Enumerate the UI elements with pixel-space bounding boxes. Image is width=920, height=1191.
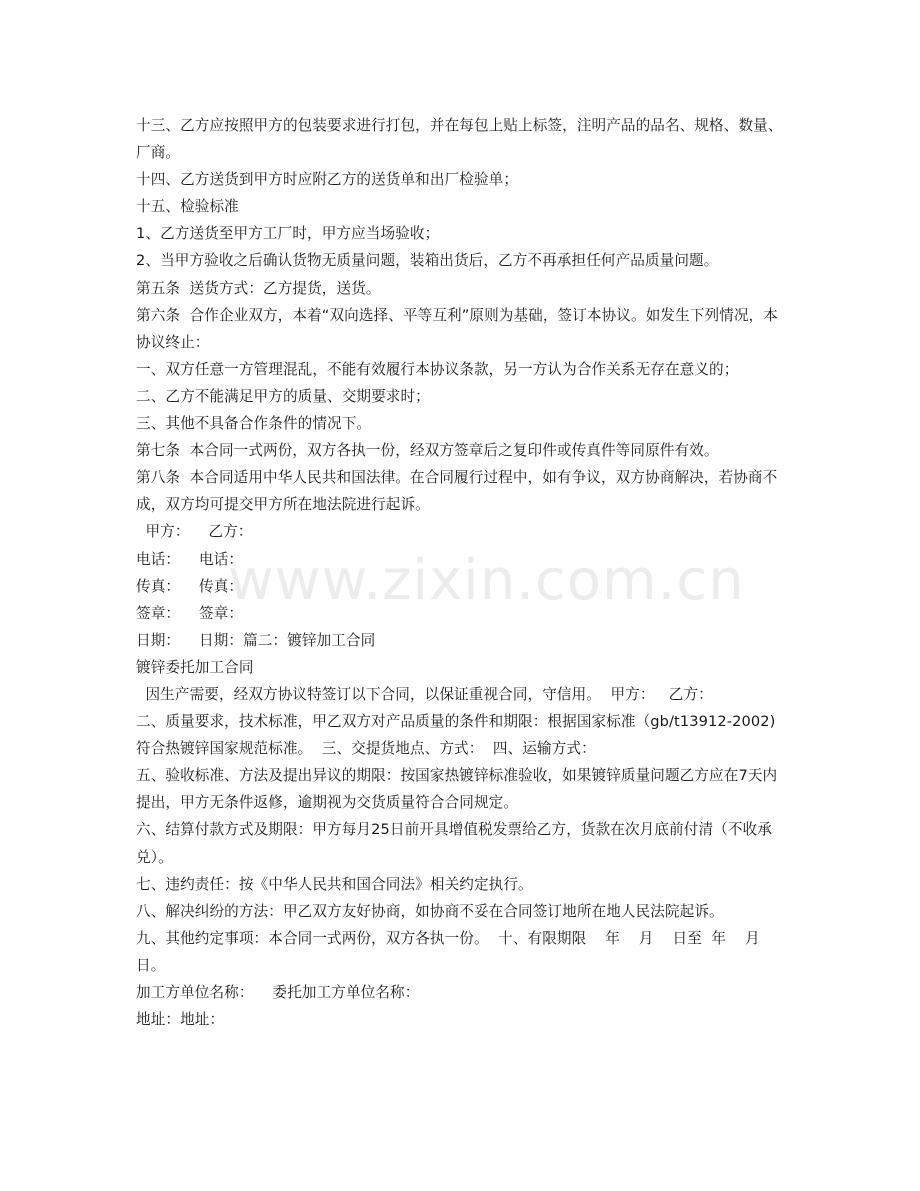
- contract-2-clause-8: 八、解决纠纷的方法：甲乙双方友好协商，如协商不妥在合同签订地所在地人民法院起诉。: [136, 902, 724, 920]
- clause-13: 十三、乙方应按照甲方的包装要求进行打包，并在每包上贴上标签，注明产品的品名、规格、数量、厂商。: [136, 117, 783, 162]
- contract-2-clause-5: 五、验收标准、方法及提出异议的期限：按国家热镀锌标准验收，如果镀锌质量问题乙方应在7天内提出，甲方无条件返修，逾期视为交货质量符合合同规定。: [136, 767, 778, 812]
- article-7: 第七条 本合同一式两份，双方各执一份，经双方签章后之复印件或传真件等同原件有效。: [136, 442, 719, 460]
- watermark: www.zixin.com.cn: [228, 548, 745, 613]
- contract-2-clause-6: 六、结算付款方式及期限：甲方每月25日前开具增值税发票给乙方，货款在次月底前付清（不收承兑）。: [136, 821, 772, 866]
- fax-line: 传真： 传真：: [136, 577, 244, 595]
- article-6-item-2: 二、乙方不能满足甲方的质量、交期要求时；: [136, 387, 430, 405]
- article-6-item-1: 一、双方任意一方管理混乱，不能有效履行本协议条款，另一方认为合作关系无存在意义的；: [136, 360, 739, 378]
- contract-body: [136, 112, 788, 1033]
- contract-2-clause-2: 二、质量要求，技术标准，甲乙双方对产品质量的条件和期限：根据国家标准（gb/t13912-2002)符合热镀锌国家规范标准。 三、交提货地点、方式： 四、运输方式：: [136, 713, 776, 758]
- clause-15-heading: 十五、检验标准: [136, 198, 239, 216]
- date-line: 日期： 日期：篇二：镀锌加工合同: [136, 631, 376, 649]
- article-6-item-3: 三、其他不具备合作条件的情况下。: [136, 415, 372, 433]
- article-6: 第六条 合作企业双方，本着“双向选择、平等互利”原则为基础，签订本协议。如发生下列情况，本协议终止：: [136, 306, 778, 351]
- contract-2-title: 镀锌委托加工合同: [136, 658, 254, 676]
- article-5: 第五条 送货方式：乙方提货，送货。: [136, 279, 381, 297]
- party-line: 甲方： 乙方：: [136, 523, 253, 541]
- address-line: 地址：地址：: [136, 1011, 225, 1029]
- signature-line: 签章： 签章：: [136, 604, 244, 622]
- clause-14: 十四、乙方送货到甲方时应附乙方的送货单和出厂检验单；: [136, 171, 519, 189]
- clause-15-item-2: 2、当甲方验收之后确认货物无质量问题，装箱出货后，乙方不再承担任何产品质量问题。: [136, 252, 719, 270]
- clause-15-item-1: 1、乙方送货至甲方工厂时，甲方应当场验收；: [136, 225, 440, 243]
- phone-line: 电话： 电话：: [136, 550, 244, 568]
- company-name-line: 加工方单位名称： 委托加工方单位名称：: [136, 984, 420, 1001]
- contract-2-clause-7: 七、违约责任：按《中华人民共和国合同法》相关约定执行。: [136, 875, 533, 893]
- contract-2-intro: 因生产需要，经双方协议特签订以下合同，以保证重视合同，守信用。 甲方： 乙方：: [136, 685, 713, 703]
- article-8: 第八条 本合同适用中华人民共和国法律。在合同履行过程中，如有争议，双方协商解决，若协商不成，双方均可提交甲方所在地法院进行起诉。: [136, 469, 778, 514]
- contract-2-clause-9: 九、其他约定事项：本合同一式两份，双方各执一份。 十、有限期限 年 月 日至 年 月 日。: [136, 929, 779, 974]
